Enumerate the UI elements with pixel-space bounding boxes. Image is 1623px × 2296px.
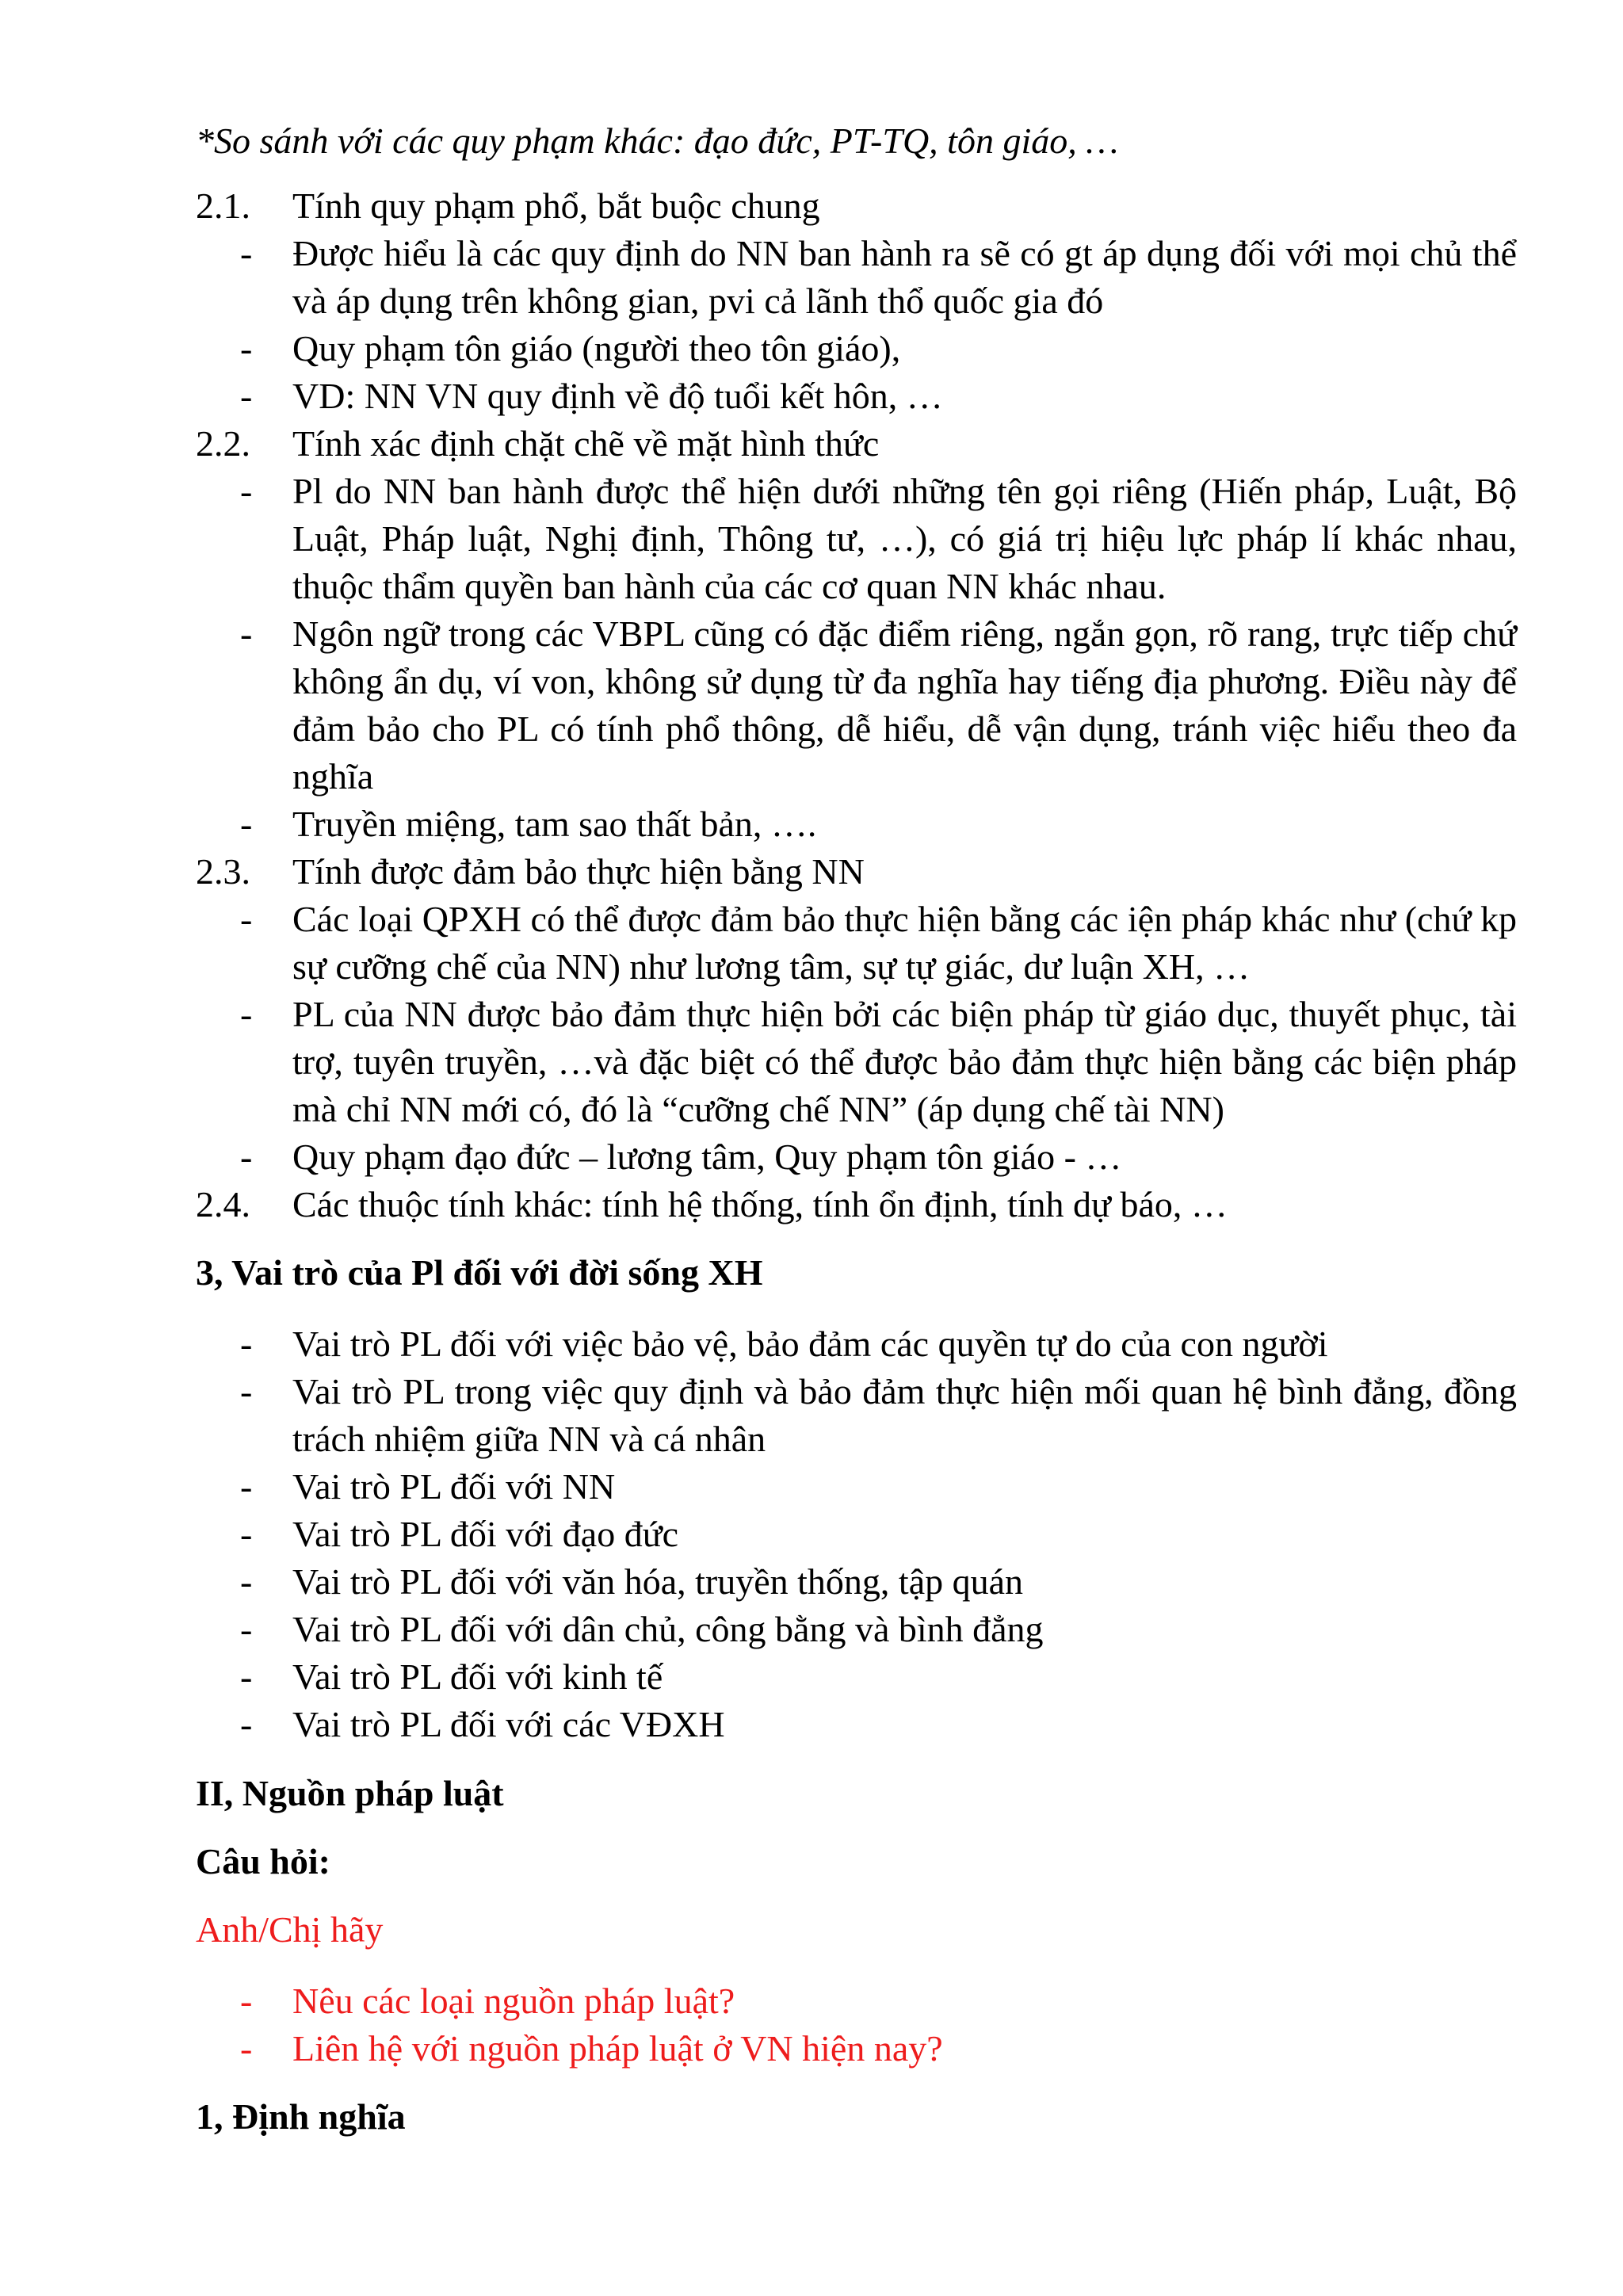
section-3-heading: 3, Vai trò của Pl đối với đời sống XH [196, 1252, 763, 1293]
section-2-2-number: 2.2. [196, 423, 250, 464]
bullet-dash: - [240, 328, 253, 369]
list-item-text: Ngôn ngữ trong các VBPL cũng có đặc điểm riêng, ngắn gọn, rõ rang, trực tiếp chứ không ẩn dụ, ví von, không sử dụng từ đa nghĩa hay tiếng địa phương. Điều này để đảm bảo cho PL có tính phổ thông, dễ hiểu, dễ vận dụng, tránh việc hiểu theo đa nghĩa [292, 613, 1517, 797]
list-item-text: Pl do NN ban hành được thể hiện dưới những tên gọi riêng (Hiến pháp, Luật, Bộ Luật, Pháp luật, Nghị định, Thông tư, …), có giá trị hiệu lực pháp lí khác nhau, thuộc thẩm quyền ban hành của các cơ quan NN khác nhau. [292, 471, 1517, 606]
list-item-text: Được hiểu là các quy định do NN ban hành ra sẽ có gt áp dụng đối với mọi chủ thể và áp dụng trên không gian, pvi cả lãnh thổ quốc gia đó [292, 233, 1517, 321]
bullet-dash: - [240, 1704, 253, 1744]
bullet-dash: - [240, 471, 253, 511]
bullet-dash: - [240, 2028, 253, 2069]
section-2-1-number: 2.1. [196, 185, 250, 226]
question-label: Câu hỏi: [196, 1841, 330, 1881]
list-item-text: Vai trò PL đối với việc bảo vệ, bảo đảm các quyền tự do của con người [292, 1324, 1328, 1364]
list-item-text: Vai trò PL đối với kinh tế [292, 1656, 663, 1697]
section-2-3-number: 2.3. [196, 851, 250, 892]
list-item-text: Quy phạm tôn giáo (người theo tôn giáo), [292, 328, 901, 369]
bullet-dash: - [240, 233, 253, 273]
bullet-dash: - [240, 1561, 253, 1602]
list-item-text: Vai trò PL đối với đạo đức [292, 1514, 679, 1554]
intro-note: *So sánh với các quy phạm khác: đạo đức, PT-TQ, tôn giáo, … [196, 120, 1119, 161]
list-item-text: Truyền miệng, tam sao thất bản, …. [292, 804, 817, 844]
list-item-text: VD: NN VN quy định về độ tuổi kết hôn, … [292, 376, 943, 416]
section-2-1-title: Tính quy phạm phổ, bắt buộc chung [292, 185, 820, 226]
definition-heading: 1, Định nghĩa [196, 2096, 406, 2137]
bullet-dash: - [240, 1137, 253, 1177]
list-item-text: Vai trò PL trong việc quy định và bảo đảm thực hiện mối quan hệ bình đẳng, đồng trách nhiệm giữa NN và cá nhân [292, 1371, 1517, 1459]
list-item-text: Quy phạm đạo đức – lương tâm, Quy phạm tôn giáo - … [292, 1137, 1122, 1177]
question-text: Nêu các loại nguồn pháp luật? [292, 1981, 735, 2021]
section-2-2-title: Tính xác định chặt chẽ về mặt hình thức [292, 423, 880, 464]
question-text: Liên hệ với nguồn pháp luật ở VN hiện nay? [292, 2028, 943, 2069]
section-2-3-title: Tính được đảm bảo thực hiện bằng NN [292, 851, 865, 892]
bullet-dash: - [240, 376, 253, 416]
section-2-4-number: 2.4. [196, 1184, 250, 1224]
bullet-dash: - [240, 1514, 253, 1554]
list-item-text: Vai trò PL đối với văn hóa, truyền thống, tập quán [292, 1561, 1024, 1602]
list-item-text: PL của NN được bảo đảm thực hiện bởi các biện pháp từ giáo dục, thuyết phục, tài trợ, tuyên truyền, …và đặc biệt có thể được bảo đảm thực hiện bằng các biện pháp mà chỉ NN mới có, đó là “cưỡng chế NN” (áp dụng chế tài NN) [292, 994, 1517, 1129]
bullet-dash: - [240, 899, 253, 939]
bullet-dash: - [240, 1981, 253, 2021]
bullet-dash: - [240, 804, 253, 844]
section-II-heading: II, Nguồn pháp luật [196, 1773, 504, 1813]
list-item-text: Các loại QPXH có thể được đảm bảo thực hiện bằng các iện pháp khác như (chứ kp sự cưỡng chế của NN) như lương tâm, sự tự giác, dư luận XH, … [292, 899, 1517, 987]
list-item-text: Vai trò PL đối với dân chủ, công bằng và bình đẳng [292, 1609, 1044, 1649]
bullet-dash: - [240, 1324, 253, 1364]
list-item-text: Vai trò PL đối với các VĐXH [292, 1704, 725, 1744]
section-2-4-title: Các thuộc tính khác: tính hệ thống, tính ổn định, tính dự báo, … [292, 1184, 1228, 1224]
bullet-dash: - [240, 1656, 253, 1697]
bullet-dash: - [240, 613, 253, 654]
bullet-dash: - [240, 994, 253, 1034]
bullet-dash: - [240, 1609, 253, 1649]
bullet-dash: - [240, 1466, 253, 1507]
question-prompt: Anh/Chị hãy [196, 1909, 384, 1950]
bullet-dash: - [240, 1371, 253, 1412]
list-item-text: Vai trò PL đối với NN [292, 1466, 616, 1507]
